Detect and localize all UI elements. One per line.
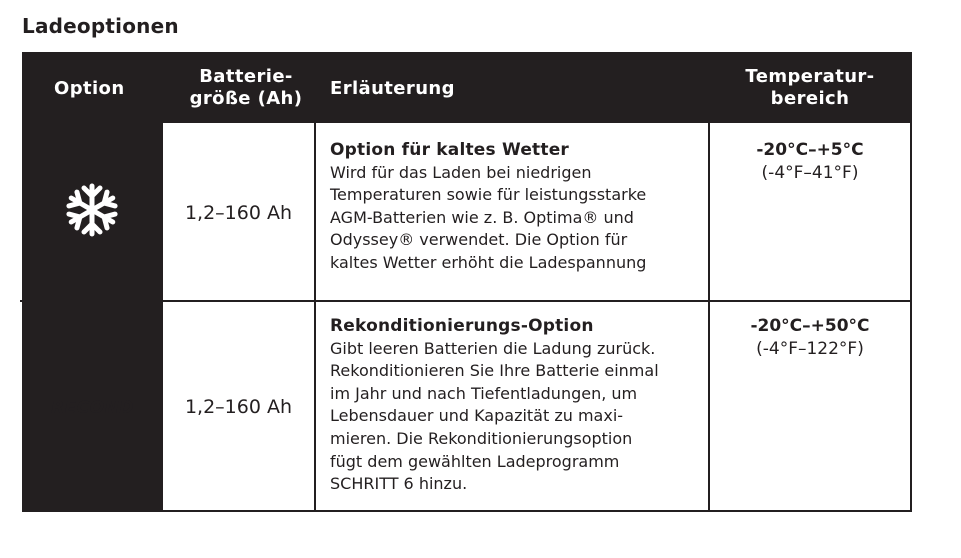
header-option: Option bbox=[54, 78, 125, 99]
option-title: Option für kaltes Wetter bbox=[330, 140, 570, 160]
table-header bbox=[22, 52, 910, 123]
row-divider bbox=[163, 300, 910, 302]
temperature-range bbox=[710, 315, 910, 361]
option-description bbox=[330, 139, 710, 275]
option-body: Gibt leeren Batterien die Ladung zurück. Rekonditionieren Sie Ihre Batterie einmal im Jahr und nach Tiefentladungen, um Lebensdauer und Kapazität zu maxi- mieren. Die Rekonditionierungsoption fügt dem gewählten Ladeprogramm SCHRITT 6 hinzu. bbox=[330, 338, 659, 494]
battery-size: 1,2–160 Ah bbox=[184, 396, 293, 418]
header-temp-line1: Temperatur- bbox=[745, 66, 875, 87]
header-battery-size-line2: größe (Ah) bbox=[189, 88, 303, 109]
header-temperature-range bbox=[710, 66, 910, 110]
header-battery-size-line1: Batterie- bbox=[199, 66, 293, 87]
option-description bbox=[330, 315, 710, 496]
temperature-fahrenheit: (-4°F–41°F) bbox=[761, 163, 859, 183]
option-body: Wird für das Laden bei niedrigen Temperaturen sowie für leistungsstarke AGM-Batterien wie z. B. Optima® und Odyssey® verwendet. Die Option für kaltes Wetter erhöht die Ladespannung bbox=[330, 162, 647, 272]
temperature-fahrenheit: (-4°F–122°F) bbox=[756, 339, 864, 359]
temperature-celsius: -20°C–+5°C bbox=[756, 140, 864, 160]
temperature-celsius: -20°C–+50°C bbox=[750, 316, 870, 336]
header-temp-line2: bereich bbox=[770, 88, 850, 109]
recond-label: RECOND bbox=[51, 398, 134, 418]
header-battery-size bbox=[163, 66, 329, 110]
page-title: Ladeoptionen bbox=[22, 14, 179, 38]
charge-options-table bbox=[22, 52, 912, 512]
temperature-range bbox=[710, 139, 910, 185]
row-divider-tick bbox=[20, 300, 24, 302]
snowflake-icon bbox=[66, 182, 118, 238]
option-title: Rekonditionierungs-Option bbox=[330, 316, 594, 336]
battery-size: 1,2–160 Ah bbox=[184, 202, 293, 224]
column-divider bbox=[314, 123, 316, 510]
header-explanation: Erläuterung bbox=[330, 78, 455, 99]
